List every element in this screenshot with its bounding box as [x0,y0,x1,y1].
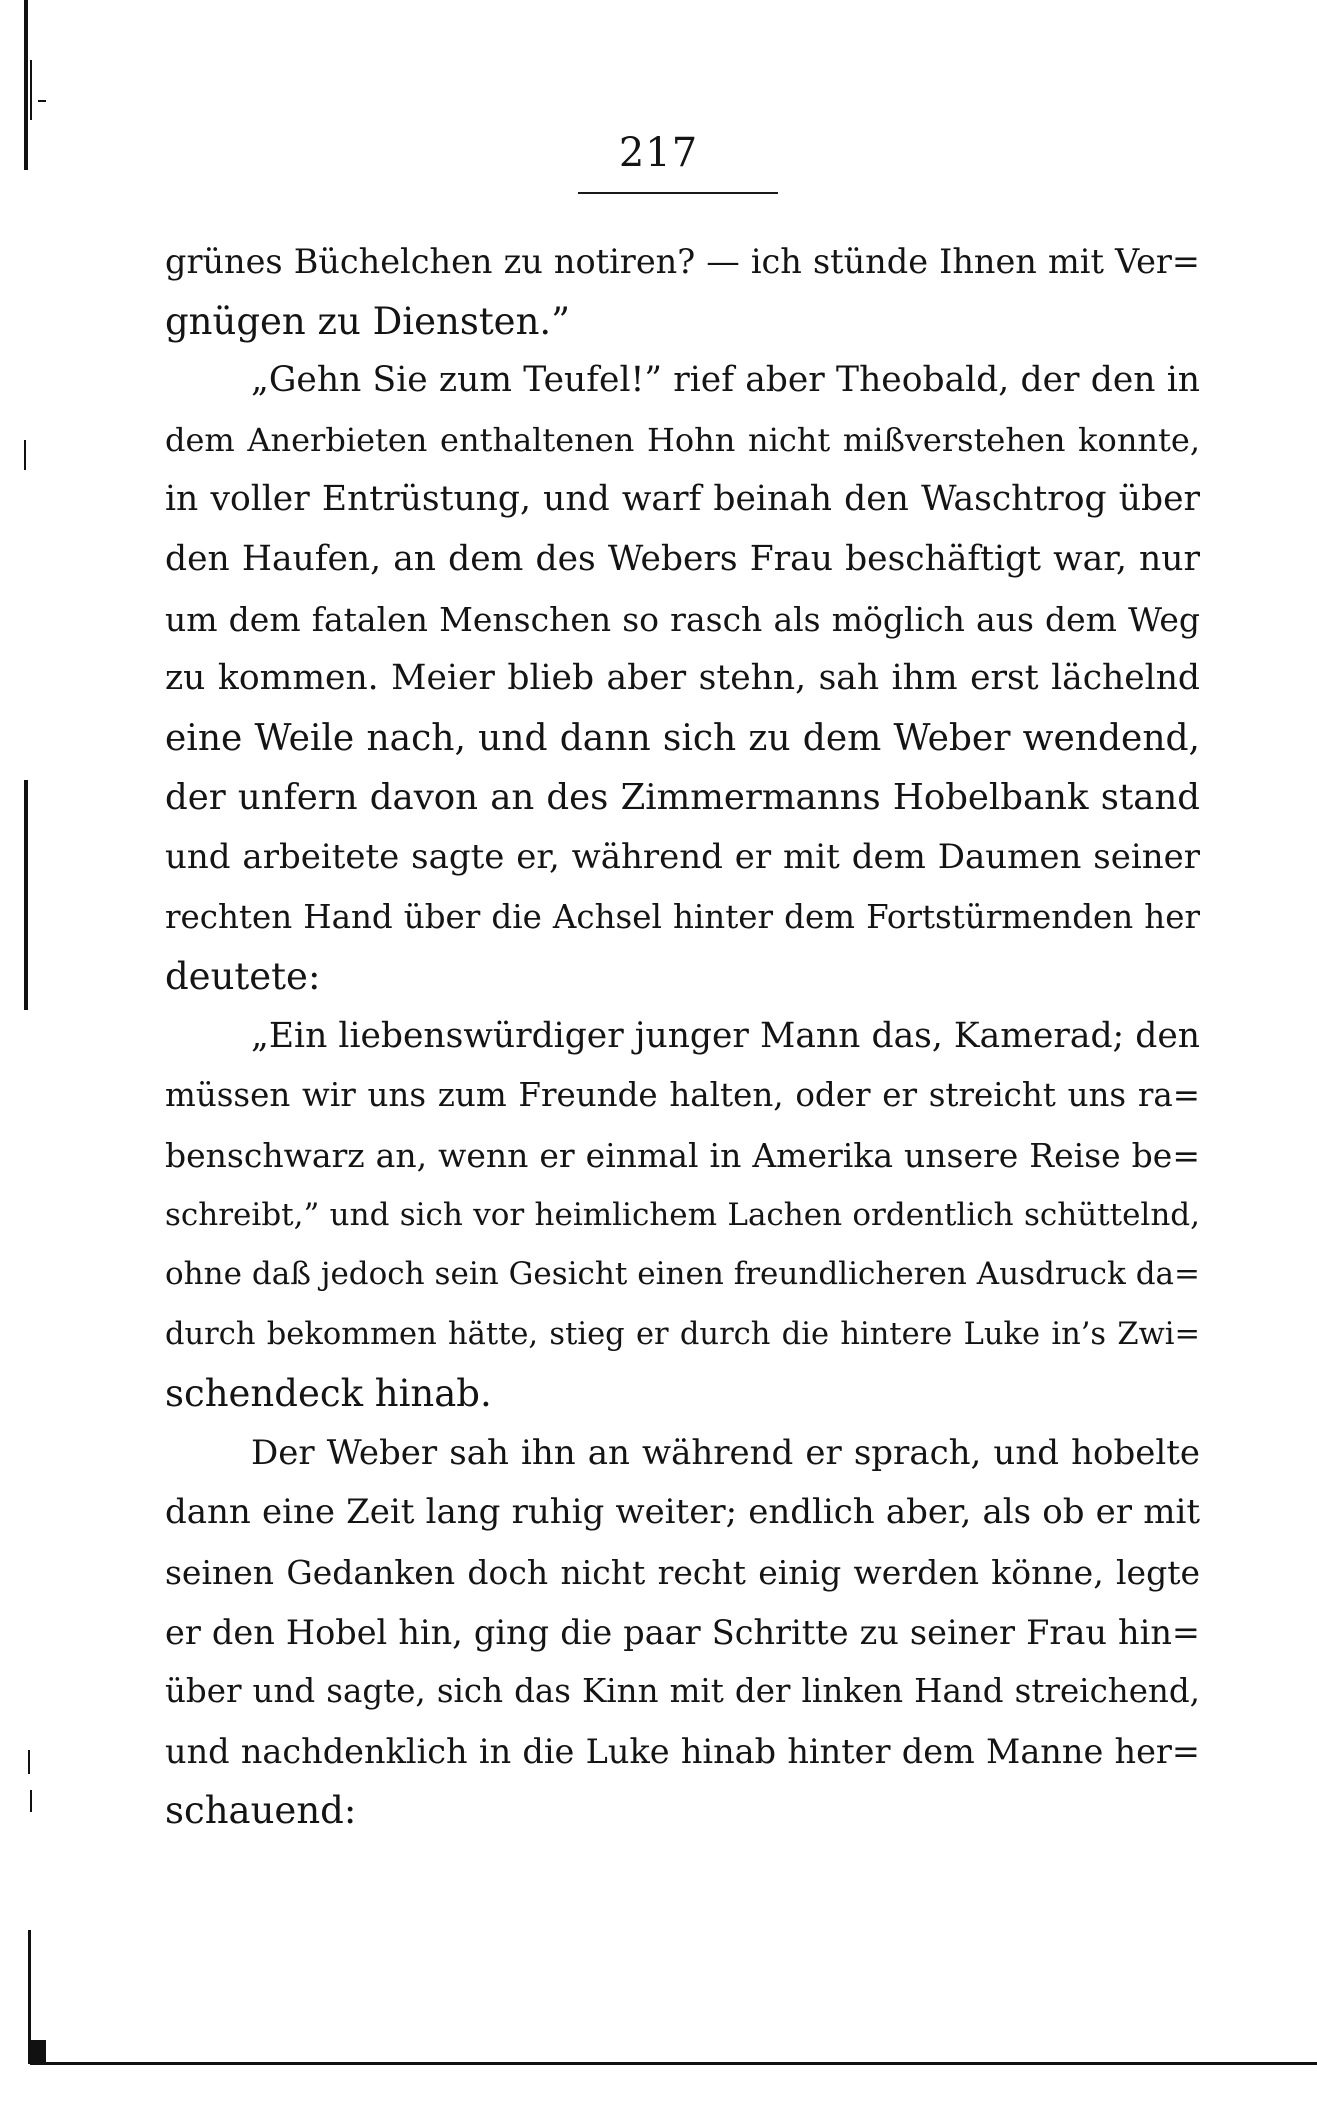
text-line: in voller Entrüstung, und warf beinah den Waschtrog über [165,479,1200,520]
body-text [165,232,1200,1841]
scan-edge-mark [30,60,32,120]
text-line: „Ein liebenswürdiger junger Mann das, Kamerad; den [251,1015,1200,1056]
text-line: rechten Hand über die Achsel hinter dem Fortstürmenden her [165,897,1200,936]
scan-bottom-edge [30,2062,1317,2065]
text-line: grünes Büchelchen zu notiren? — ich stünde Ihnen mit Ver= [165,242,1200,281]
page-number: 217 [618,130,699,176]
text-line: gnügen zu Diensten.” [165,299,571,343]
text-line: Der Weber sah ihn an während er sprach, und hobelte [251,1432,1200,1473]
scan-edge-mark [24,440,26,470]
text-line: deutete: [165,955,321,999]
scan-edge-mark [24,780,28,1010]
text-line: ohne daß jedoch sein Gesicht einen freundlicheren Ausdruck da= [165,1256,1200,1293]
text-line: seinen Gedanken doch nicht recht einig werden könne, legte [165,1553,1200,1593]
scan-edge-mark [38,100,46,102]
text-line: über und sagte, sich das Kinn mit der linken Hand streichend, [165,1672,1200,1711]
header-rule [578,192,778,194]
text-line: dem Anerbieten enthaltenen Hohn nicht mißverstehen konnte, [165,420,1200,459]
text-line: er den Hobel hin, ging die paar Schritte zu seiner Frau hin= [165,1612,1200,1652]
text-line: „Gehn Sie zum Teufel!” rief aber Theobald, der den in [251,360,1200,401]
text-line: der unfern davon an des Zimmermanns Hobelbank stand [165,777,1200,819]
text-line: den Haufen, an dem des Webers Frau beschäftigt war, nur [165,538,1200,579]
text-line: und arbeitete sagte er, während er mit dem Daumen seiner [165,836,1200,877]
scan-edge-mark [28,2040,46,2064]
text-line: dann eine Zeit lang ruhig weiter; endlich aber, als ob er mit [165,1492,1200,1533]
text-line: schauend: [165,1789,357,1833]
text-line: durch bekommen hätte, stieg er durch die hintere Luke in’s Zwi= [165,1316,1200,1352]
text-line: schreibt,” und sich vor heimlichem Lachen ordentlich schüttelnd, [165,1196,1200,1233]
text-line: und nachdenklich in die Luke hinab hinter dem Manne her= [165,1731,1200,1771]
text-line: benschwarz an, wenn er einmal in Amerika unsere Reise be= [165,1135,1200,1175]
scan-edge-mark [28,1930,31,2040]
text-line: schendeck hinab. [165,1372,492,1416]
scan-edge-mark [28,1750,30,1774]
text-line: eine Weile nach, und dann sich zu dem Weber wendend, [165,717,1200,759]
text-line: müssen wir uns zum Freunde halten, oder er streicht uns ra= [165,1076,1200,1115]
scan-edge-mark [30,1790,32,1812]
text-line: um dem fatalen Menschen so rasch als möglich aus dem Weg [165,599,1200,639]
text-line: zu kommen. Meier blieb aber stehn, sah ihm erst lächelnd [165,658,1200,699]
